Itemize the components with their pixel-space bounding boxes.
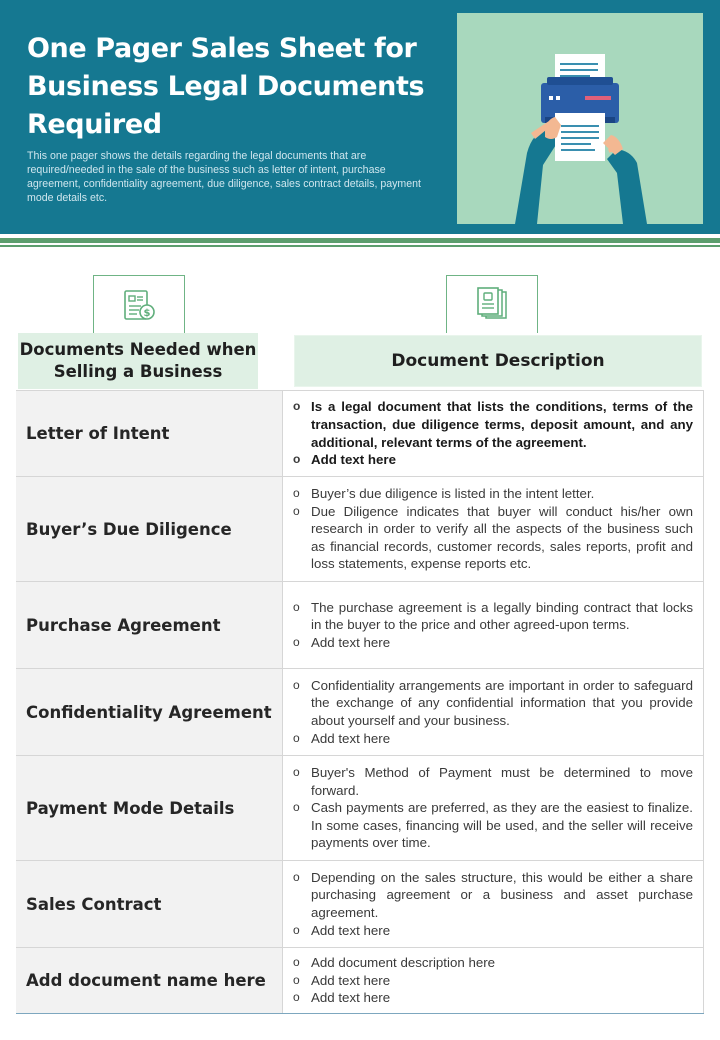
- document-description: [283, 948, 704, 1013]
- document-description: [283, 861, 704, 947]
- svg-text:$: $: [143, 308, 151, 319]
- invoice-dollar-icon: [93, 275, 185, 334]
- description-bullet: o Add text here: [293, 989, 693, 1007]
- document-description: [283, 477, 704, 581]
- document-description: [283, 756, 704, 860]
- document-name: Letter of Intent: [16, 391, 283, 476]
- table-row: [16, 860, 704, 947]
- table-row: [16, 390, 704, 476]
- description-bullet: o Buyer’s due diligence is listed in the intent letter.: [293, 485, 693, 503]
- description-bullet: o Add text here: [293, 922, 693, 940]
- description-bullet: o Is a legal document that lists the conditions, terms of the transaction, due diligence terms, deposit amount, and any additional, relevant terms of the agreement.: [293, 398, 693, 451]
- description-bullet: o Depending on the sales structure, this would be either a share purchasing agreement or a business and asset purchase agreement.: [293, 869, 693, 922]
- documents-table: [16, 390, 704, 1014]
- table-row: [16, 755, 704, 860]
- table-row: [16, 668, 704, 755]
- document-name: Buyer’s Due Diligence: [16, 477, 283, 581]
- divider-thin: [0, 245, 720, 247]
- description-bullet: o Add text here: [293, 634, 693, 652]
- description-bullet: o The purchase agreement is a legally binding contract that locks in the buyer to the price and other agreed-upon terms.: [293, 599, 693, 634]
- page-subtitle: This one pager shows the details regarding the legal documents that are required/needed in the sale of the business such as letter of intent, purchase agreement, confidentiality agreement, due diligence, sales contract details, payment mode details etc.: [27, 150, 421, 204]
- document-description: [283, 391, 704, 476]
- document-name: Payment Mode Details: [16, 756, 283, 860]
- document-name: Add document name here: [16, 948, 283, 1013]
- description-bullet: o Cash payments are preferred, as they are the easiest to finalize. In some cases, financing will be used, and the seller will receive payments over time.: [293, 799, 693, 852]
- table-row: [16, 947, 704, 1013]
- description-bullet: o Add document description here: [293, 954, 693, 972]
- description-bullet: o Due Diligence indicates that buyer will conduct his/her own research in order to verify all the aspects of the business such as financial records, customer records, sales reports, profit and loss statements, expense reports etc.: [293, 503, 693, 573]
- document-name: Confidentiality Agreement: [16, 669, 283, 755]
- column-header-documents: Documents Needed when Selling a Business: [18, 333, 258, 389]
- printer-documents-illustration: [457, 13, 703, 224]
- document-description: [283, 669, 704, 755]
- document-name: Purchase Agreement: [16, 582, 283, 668]
- document-description: [283, 582, 704, 668]
- header-banner: [0, 0, 720, 234]
- description-bullet: o Add text here: [293, 730, 693, 748]
- page-title: One Pager Sales Sheet for Business Legal Documents Required: [27, 33, 425, 140]
- divider-thick: [0, 238, 720, 243]
- table-row: [16, 476, 704, 581]
- column-header-description: Document Description: [292, 333, 704, 389]
- document-name: Sales Contract: [16, 861, 283, 947]
- description-bullet: o Buyer's Method of Payment must be determined to move forward.: [293, 764, 693, 799]
- table-row: [16, 581, 704, 668]
- description-bullet: o Add text here: [293, 451, 693, 469]
- description-bullet: o Add text here: [293, 972, 693, 990]
- description-bullet: o Confidentiality arrangements are important in order to safeguard the exchange of any confidential information that you provide about yourself and your business.: [293, 677, 693, 730]
- documents-stack-icon: [446, 275, 538, 334]
